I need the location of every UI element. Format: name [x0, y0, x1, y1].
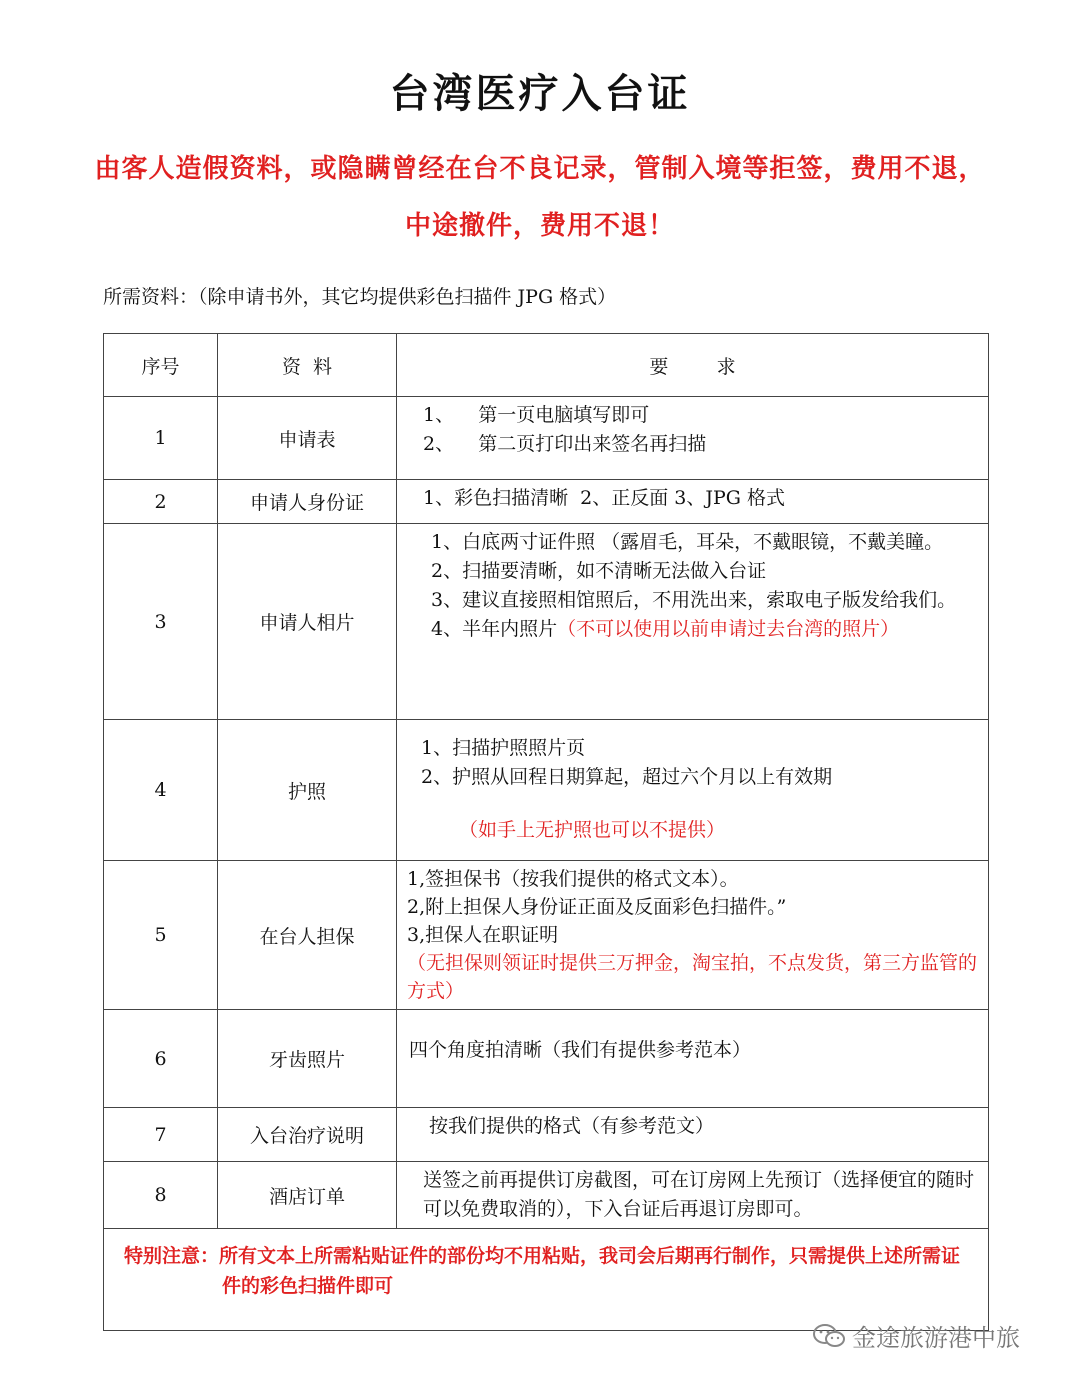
requirements-table: [103, 333, 989, 1331]
special-note: [104, 1229, 989, 1331]
row-item: 申请表: [218, 397, 397, 480]
row-requirements: [397, 397, 989, 480]
table-row: [104, 1162, 989, 1229]
warning-line-2: 中途撤件，费用不退！: [404, 211, 675, 241]
header-material: 资 料: [218, 334, 397, 397]
footer-label: 金途旅游港中旅: [852, 1324, 1020, 1352]
row-item: 牙齿照片: [218, 1010, 397, 1108]
row-number: 6: [104, 1010, 218, 1108]
row-requirements: [397, 720, 989, 861]
row-item: 入台治疗说明: [218, 1108, 397, 1162]
requirement-line: 2、 第二页打印出来签名再扫描: [423, 433, 707, 455]
wechat-icon: [812, 1323, 846, 1355]
requirement-line: 1、扫描护照照片页: [421, 737, 586, 759]
row-requirements: [397, 524, 989, 720]
requirements-intro: 所需资料：（除申请书外，其它均提供彩色扫描件 JPG 格式）: [103, 286, 617, 308]
requirement-warning: （无担保则领证时提供三万押金，淘宝拍，不点发货，第三方监管的方式）: [407, 952, 978, 1002]
requirement-line: 1,签担保书（按我们提供的格式文本）。: [407, 868, 739, 890]
row-item: 酒店订单: [218, 1162, 397, 1229]
requirement-line: 2、护照从回程日期算起，超过六个月以上有效期: [421, 766, 833, 788]
row-requirements: [397, 480, 989, 524]
row-number: 3: [104, 524, 218, 720]
requirement-line: 送签之前再提供订房截图，可在订房网上先预订（选择便宜的随时可以免费取消的），下入台证后再退订房即可。: [423, 1169, 975, 1220]
table-row: [104, 524, 989, 720]
row-item: 申请人身份证: [218, 480, 397, 524]
header-number: 序号: [104, 334, 218, 397]
requirement-line: 2,附上担保人身份证正面及反面彩色扫描件。”: [407, 896, 787, 918]
row-requirements: [397, 1108, 989, 1162]
requirement-warning: （如手上无护照也可以不提供）: [459, 819, 726, 841]
table-row: [104, 1229, 989, 1331]
row-number: 1: [104, 397, 218, 480]
requirement-line: 3,担保人在职证明: [407, 924, 559, 946]
warning-line-1: 由客人造假资料，或隐瞒曾经在台不良记录，管制入境等拒签，费用不退，: [94, 154, 986, 184]
row-number: 4: [104, 720, 218, 861]
requirement-line: 1、彩色扫描清晰 2、正反面 3、JPG 格式: [423, 487, 786, 509]
header-requirement: 要 求: [397, 334, 989, 397]
special-note-text: 特别注意：所有文本上所需粘贴证件的部份均不用粘贴，我司会后期再行制作，只需提供上述所需证件的彩色扫描件即可: [124, 1245, 961, 1297]
requirement-line: [421, 615, 980, 644]
table-row: [104, 720, 989, 861]
row-number: 7: [104, 1108, 218, 1162]
table-row: [104, 397, 989, 480]
requirement-line: 按我们提供的格式（有参考范文）: [429, 1115, 715, 1137]
requirement-text: 4、半年内照片: [431, 618, 558, 640]
table-row: [104, 1010, 989, 1108]
table-row: [104, 480, 989, 524]
page-title: 台湾医疗入台证: [389, 70, 691, 117]
table-row: [104, 861, 989, 1010]
table-row: [104, 1108, 989, 1162]
row-requirements: [397, 861, 989, 1010]
row-requirements: [397, 1010, 989, 1108]
row-item: 在台人担保: [218, 861, 397, 1010]
row-number: 8: [104, 1162, 218, 1229]
requirement-line: 2、扫描要清晰，如不清晰无法做入台证: [431, 560, 767, 582]
table-header-row: [104, 334, 989, 397]
requirement-line: 1、白底两寸证件照 （露眉毛，耳朵，不戴眼镜，不戴美瞳。: [431, 531, 944, 553]
row-requirements: [397, 1162, 989, 1229]
requirement-line: 3、建议直接照相馆照后，不用洗出来，索取电子版发给我们。: [431, 589, 957, 611]
footer-brand: [812, 1318, 1020, 1355]
row-number: 5: [104, 861, 218, 1010]
requirement-line: 1、 第一页电脑填写即可: [423, 404, 650, 426]
requirement-warning: （不可以使用以前申请过去台湾的照片）: [557, 618, 900, 640]
row-item: 护照: [218, 720, 397, 861]
row-item: 申请人相片: [218, 524, 397, 720]
row-number: 2: [104, 480, 218, 524]
requirement-line: 四个角度拍清晰（我们有提供参考范本）: [409, 1039, 752, 1061]
